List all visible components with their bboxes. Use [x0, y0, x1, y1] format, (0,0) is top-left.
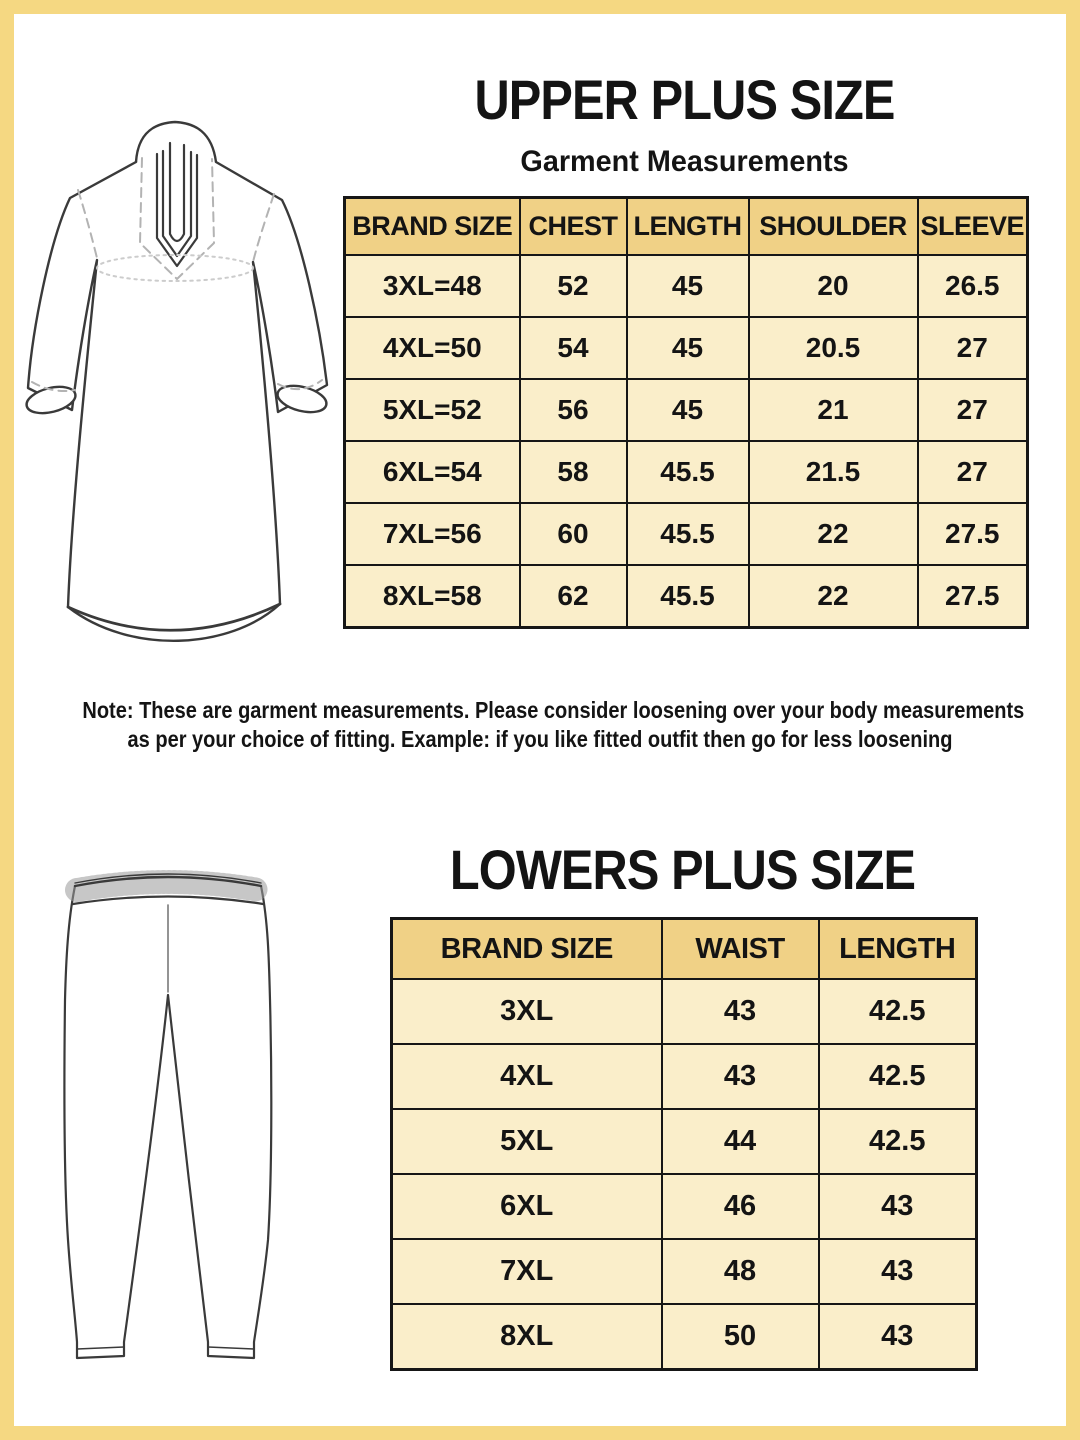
table-cell: 27.5	[918, 503, 1028, 565]
table-cell: 45	[627, 317, 749, 379]
table-cell: 6XL	[392, 1174, 662, 1239]
pants-illustration-icon	[40, 860, 340, 1400]
table-cell: 5XL	[392, 1109, 662, 1174]
table-cell: 8XL=58	[345, 565, 520, 628]
table-cell: 45.5	[627, 441, 749, 503]
table-row	[392, 1109, 977, 1174]
column-header: BRAND SIZE	[345, 198, 520, 256]
column-header: SLEEVE	[918, 198, 1028, 256]
table-cell: 26.5	[918, 255, 1028, 317]
table-cell: 45.5	[627, 503, 749, 565]
table-cell: 3XL	[392, 979, 662, 1044]
table-cell: 62	[520, 565, 627, 628]
table-cell: 5XL=52	[345, 379, 520, 441]
table-cell: 4XL=50	[345, 317, 520, 379]
table-cell: 21.5	[749, 441, 918, 503]
table-row	[345, 379, 1028, 441]
table-cell: 52	[520, 255, 627, 317]
upper-subtitle: Garment Measurements	[520, 145, 849, 178]
table-cell: 27.5	[918, 565, 1028, 628]
lower-size-table	[390, 917, 978, 1371]
table-row	[345, 565, 1028, 628]
header-row	[345, 198, 1028, 256]
table-cell: 45.5	[627, 565, 749, 628]
table-cell: 58	[520, 441, 627, 503]
table-cell: 27	[918, 379, 1028, 441]
table-row	[345, 441, 1028, 503]
column-header: LENGTH	[819, 919, 977, 980]
table-row	[392, 979, 977, 1044]
upper-size-table	[343, 196, 1029, 629]
table-cell: 27	[918, 441, 1028, 503]
table-row	[392, 1304, 977, 1370]
table-cell: 43	[819, 1304, 977, 1370]
table-row	[345, 255, 1028, 317]
table-row	[345, 503, 1028, 565]
table-cell: 45	[627, 379, 749, 441]
table-cell: 42.5	[819, 979, 977, 1044]
table-cell: 60	[520, 503, 627, 565]
table-cell: 20.5	[749, 317, 918, 379]
table-cell: 43	[662, 979, 819, 1044]
column-header: LENGTH	[627, 198, 749, 256]
table-cell: 7XL	[392, 1239, 662, 1304]
table-row	[345, 317, 1028, 379]
kurta-illustration-icon	[20, 110, 350, 670]
table-cell: 27	[918, 317, 1028, 379]
table-cell: 43	[662, 1044, 819, 1109]
table-cell: 7XL=56	[345, 503, 520, 565]
table-cell: 8XL	[392, 1304, 662, 1370]
note-line-1: Note: These are garment measurements. Please consider loosening over your body measurements	[82, 697, 1025, 723]
table-cell: 4XL	[392, 1044, 662, 1109]
table-cell: 43	[819, 1174, 977, 1239]
table-row	[392, 1239, 977, 1304]
lower-title: LOWERS PLUS SIZE	[449, 838, 916, 901]
table-cell: 20	[749, 255, 918, 317]
table-row	[392, 1174, 977, 1239]
table-cell: 43	[819, 1239, 977, 1304]
table-cell: 48	[662, 1239, 819, 1304]
note-line-2: as per your choice of fitting. Example: if you like fitted outfit then go for less loosening	[127, 726, 953, 752]
table-cell: 44	[662, 1109, 819, 1174]
table-cell: 50	[662, 1304, 819, 1370]
table-row	[392, 1044, 977, 1109]
column-header: CHEST	[520, 198, 627, 256]
column-header: BRAND SIZE	[392, 919, 662, 980]
table-cell: 42.5	[819, 1109, 977, 1174]
table-cell: 56	[520, 379, 627, 441]
table-cell: 54	[520, 317, 627, 379]
table-cell: 21	[749, 379, 918, 441]
table-cell: 46	[662, 1174, 819, 1239]
measurement-note	[14, 696, 1066, 754]
table-cell: 22	[749, 503, 918, 565]
upper-title: UPPER PLUS SIZE	[474, 68, 895, 131]
table-cell: 45	[627, 255, 749, 317]
column-header: WAIST	[662, 919, 819, 980]
header-row	[392, 919, 977, 980]
table-cell: 22	[749, 565, 918, 628]
table-cell: 3XL=48	[345, 255, 520, 317]
table-cell: 6XL=54	[345, 441, 520, 503]
column-header: SHOULDER	[749, 198, 918, 256]
table-cell: 42.5	[819, 1044, 977, 1109]
